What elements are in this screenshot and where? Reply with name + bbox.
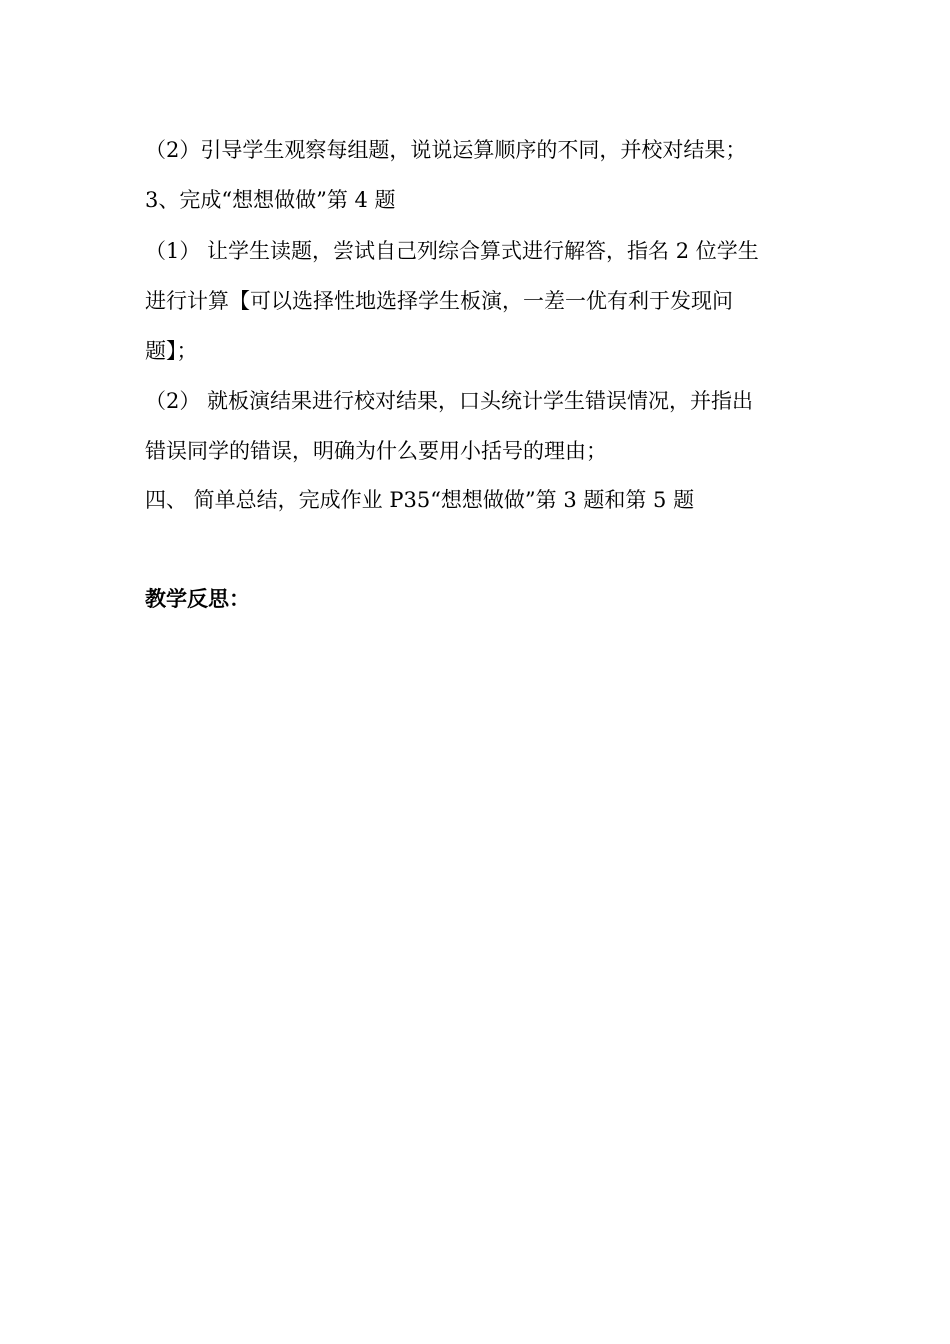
paragraph-line-6: （2） 就板演结果进行校对结果，口头统计学生错误情况，并指出 (145, 389, 754, 413)
paragraph-line-5: 题】； (145, 339, 198, 363)
paragraph-line-1: （2）引导学生观察每组题，说说运算顺序的不同，并校对结果； (145, 138, 747, 162)
paragraph-line-4: 进行计算【可以选择性地选择学生板演，一差一优有利于发现问 (145, 289, 733, 313)
reflection-heading: 教学反思： (145, 587, 250, 611)
paragraph-line-3: （1） 让学生读题，尝试自己列综合算式进行解答，指名 2 位学生 (145, 239, 759, 263)
paragraph-line-2: 3、完成“想想做做”第 4 题 (145, 188, 396, 212)
paragraph-line-8: 四、 简单总结，完成作业 P35“想想做做”第 3 题和第 5 题 (145, 488, 695, 512)
paragraph-line-7: 错误同学的错误，明确为什么要用小括号的理由； (145, 439, 607, 463)
